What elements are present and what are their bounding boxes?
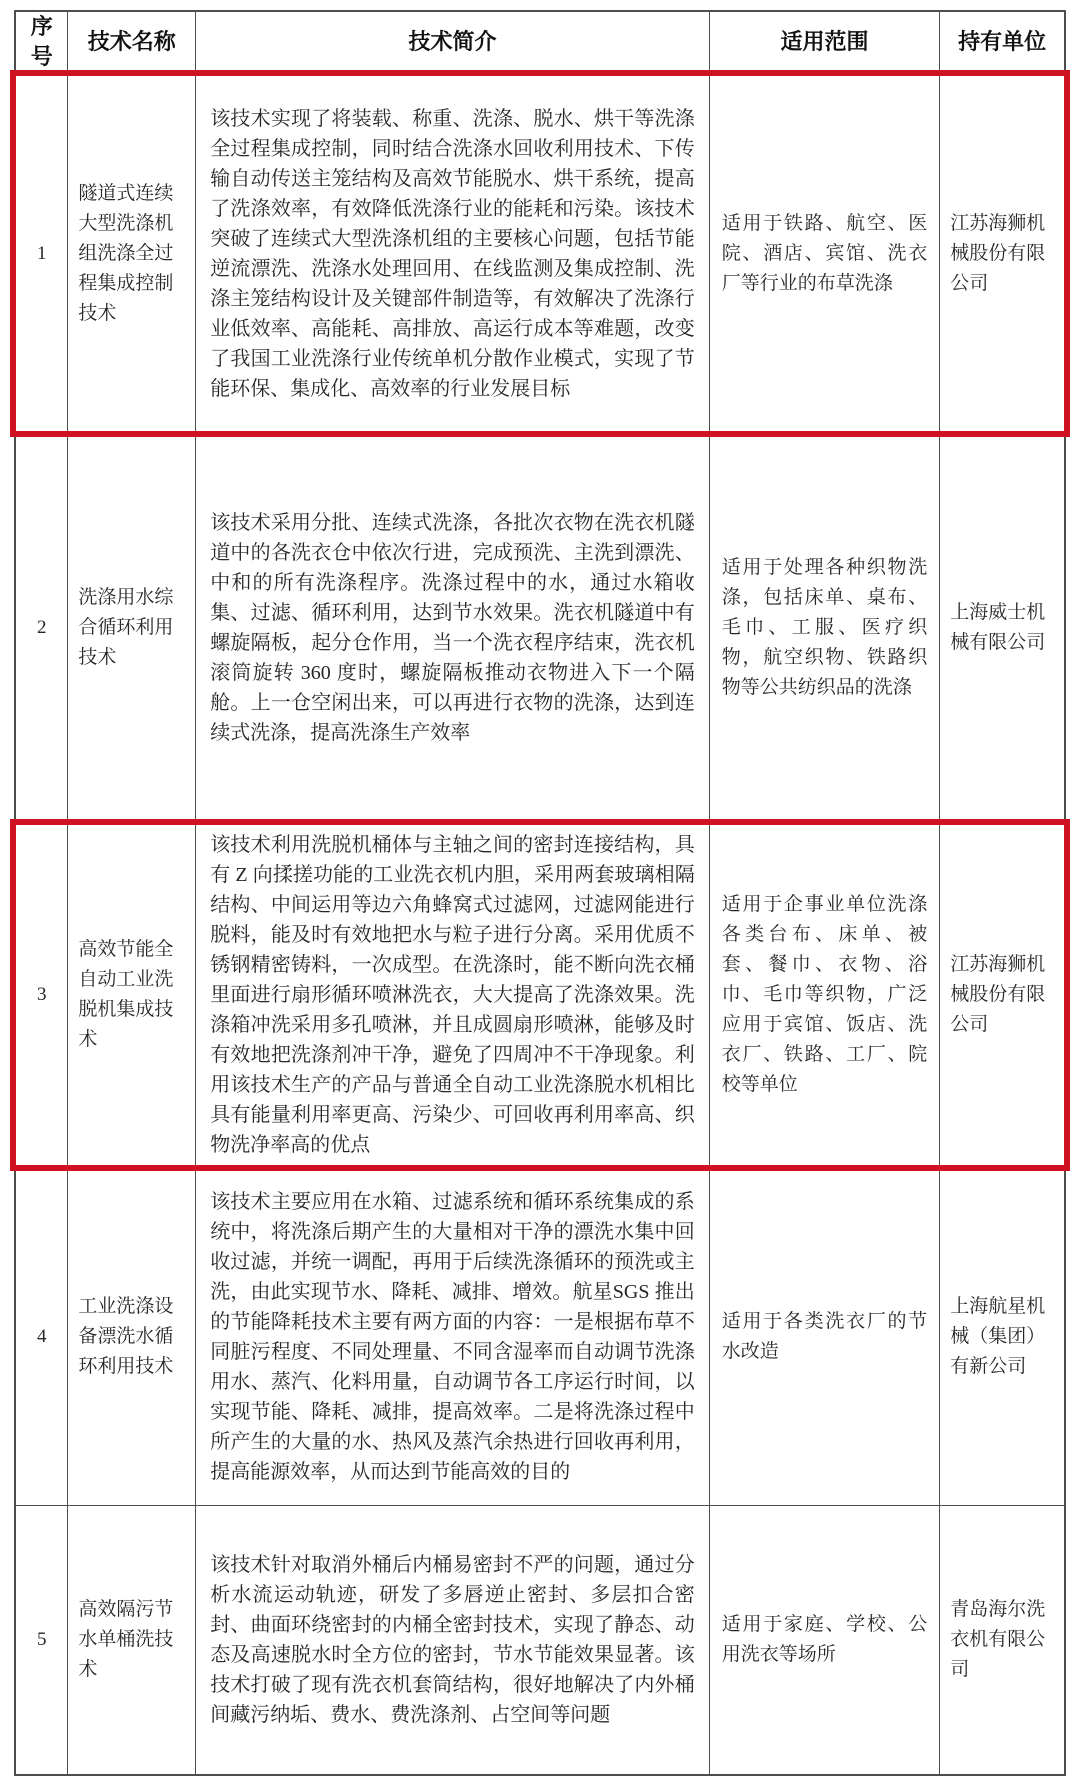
row-number: 1 [36,242,47,264]
tech-holder: 江苏海狮机械股份有限公司 [950,954,1046,1035]
row-number: 2 [36,617,47,638]
tech-holder: 青岛海尔洗衣机有限公司 [950,1599,1046,1680]
header-label: 适用范围 [780,29,869,54]
tech-name-cell [68,1169,196,1505]
tech-scope: 适用于处理各种织物洗涤，包括床单、桌布、毛巾、工服、医疗织物，航空织物、铁路织物等公共纺织品的洗涤 [721,557,928,698]
tech-name-cell [68,822,196,1168]
tech-intro-cell [196,822,710,1168]
tech-scope-cell [710,435,941,821]
tech-intro: 该技术实现了将装载、称重、洗涤、脱水、烘干等洗涤全过程集成控制，同时结合洗涤水回收利用技术、下传输自动传送主笼结构及高效节能脱水、烘干系统，提高了洗涤效率，有效降低洗涤行业的能耗和污染。该技术突破了连续式大型洗涤机组的主要核心问题，包括节能逆流漂洗、洗涤水处理回用、在线监测及集成控制、洗涤主笼结构设计及关键部件制造等，有效解决了洗涤行业低效率、高能耗、高排放、高运行成本等难题，改变了我国工业洗涤行业传统单机分散作业模式，实现了节能环保、集成化、高效率的行业发展目标 [210,107,695,400]
tech-holder-cell [940,1169,1064,1505]
tech-intro-cell [196,1506,710,1774]
tech-name: 工业洗涤设备漂洗水循环利用技术 [78,1296,174,1377]
tech-holder-cell [940,73,1064,434]
tech-scope: 适用于企事业单位洗涤各类台布、床单、被套、餐巾、衣物、浴巾、毛巾等织物，广泛应用于宾馆、饭店、洗衣厂、铁路、工厂、院校等单位 [721,894,928,1095]
tech-intro: 该技术主要应用在水箱、过滤系统和循环系统集成的系统中，将洗涤后期产生的大量相对干净的漂洗水集中回收过滤，并统一调配，再用于后续洗涤循环的预洗或主洗，由此实现节水、降耗、减排、增效。航星SGS 推出的节能降耗技术主要有两方面的内容：一是根据布草不同脏污程度、不同处理量、不同含湿率而自动调节洗涤用水、蒸汽、化料用量，自动调节各工序运行时间，以实现节能、降耗、减排，提高效率。二是将洗涤过程中所产生的大量的水、热风及蒸汽余热进行回收再利用，提高能源效率，从而达到节能高效的目的 [210,1191,695,1483]
tech-intro: 该技术采用分批、连续式洗涤，各批次衣物在洗衣机隧道中的各洗衣仓中依次行进，完成预洗、主洗到漂洗、中和的所有洗涤程序。洗涤过程中的水，通过水箱收集、过滤、循环利用，达到节水效果。洗衣机隧道中有螺旋隔板，起分仓作用，当一个洗衣程序结束，洗衣机滚筒旋转 360 度时，螺旋隔板推动衣物进入下一个隔舱。上一仓空闲出来，可以再进行衣物的洗涤，达到连续式洗涤，提高洗涤生产效率 [210,512,695,744]
tech-intro: 该技术利用洗脱机桶体与主轴之间的密封连接结构，具有 Z 向揉搓功能的工业洗衣机内胆，采用两套玻璃相隔结构、中间运用等边六角蜂窝式过滤网，过滤网能进行脱料，能及时有效地把水与粒子进行分离。采用优质不锈钢精密铸料，一次成型。在洗涤时，能不断向洗衣桶里面进行扇形循环喷淋洗衣，大大提高了洗涤效果。洗涤箱冲洗采用多孔喷淋，并且成圆扇形喷淋，能够及时有效地把洗涤剂冲干净，避免了四周冲不干净现象。利用该技术生产的产品与普通全自动工业洗涤脱水机相比具有能量利用率更高、污染少、可回收再利用率高、织物洗净率高的优点 [210,834,695,1156]
header-label: 持有单位 [958,29,1047,54]
tech-name-cell [68,435,196,821]
table-header-row [16,12,1064,73]
tech-scope-cell [710,1506,941,1774]
tech-name: 隧道式连续大型洗涤机组洗涤全过程集成控制技术 [78,182,174,324]
row-number: 3 [36,984,47,1005]
tech-holder: 上海航星机械（集团）有新公司 [950,1296,1046,1377]
row-number-cell [16,1506,68,1774]
header-cell-tech-intro [196,12,710,72]
table-row [16,73,1064,435]
tech-scope: 适用于各类洗衣厂的节水改造 [721,1311,928,1362]
tech-holder: 江苏海狮机械股份有限公司 [950,212,1046,294]
header-cell-tech-name [68,12,196,72]
header-cell-scope [710,12,941,72]
technology-table [14,10,1066,1776]
tech-scope-cell [710,73,941,434]
row-number-cell [16,435,68,821]
header-label: 序号 [30,14,53,69]
tech-name-cell [68,73,196,434]
header-label: 技术名称 [87,29,176,54]
tech-scope: 适用于家庭、学校、公用洗衣等场所 [721,1614,928,1665]
tech-name: 高效节能全自动工业洗脱机集成技术 [78,939,174,1050]
header-cell-holder [940,12,1064,72]
header-label: 技术简介 [408,29,497,54]
row-number-cell [16,822,68,1168]
table-row [16,435,1064,822]
tech-holder-cell [940,1506,1064,1774]
row-number: 4 [36,1326,47,1347]
table-row [16,822,1064,1169]
tech-intro-cell [196,73,710,434]
tech-scope: 适用于铁路、航空、医院、酒店、宾馆、洗衣厂等行业的布草洗涤 [721,212,928,294]
header-cell-number [16,12,68,72]
table-row [16,1506,1064,1774]
tech-intro: 该技术针对取消外桶后内桶易密封不严的问题，通过分析水流运动轨迹，研发了多唇逆止密封、多层扣合密封、曲面环绕密封的内桶全密封技术，实现了静态、动态及高速脱水时全方位的密封，节水节能效果显著。该技术打破了现有洗衣机套筒结构，很好地解决了内外桶间藏污纳垢、费水、费洗涤剂、占空间等问题 [210,1554,695,1726]
tech-scope-cell [710,1169,941,1505]
row-number-cell [16,73,68,434]
tech-intro-cell [196,1169,710,1505]
tech-scope-cell [710,822,941,1168]
row-number-cell [16,1169,68,1505]
tech-holder-cell [940,435,1064,821]
tech-name: 洗涤用水综合循环利用技术 [78,587,174,668]
tech-name-cell [68,1506,196,1774]
tech-holder: 上海威士机械有限公司 [950,602,1046,653]
table-row [16,1169,1064,1506]
tech-intro-cell [196,435,710,821]
tech-name: 高效隔污节水单桶洗技术 [78,1599,174,1680]
tech-holder-cell [940,822,1064,1168]
row-number: 5 [36,1629,47,1650]
